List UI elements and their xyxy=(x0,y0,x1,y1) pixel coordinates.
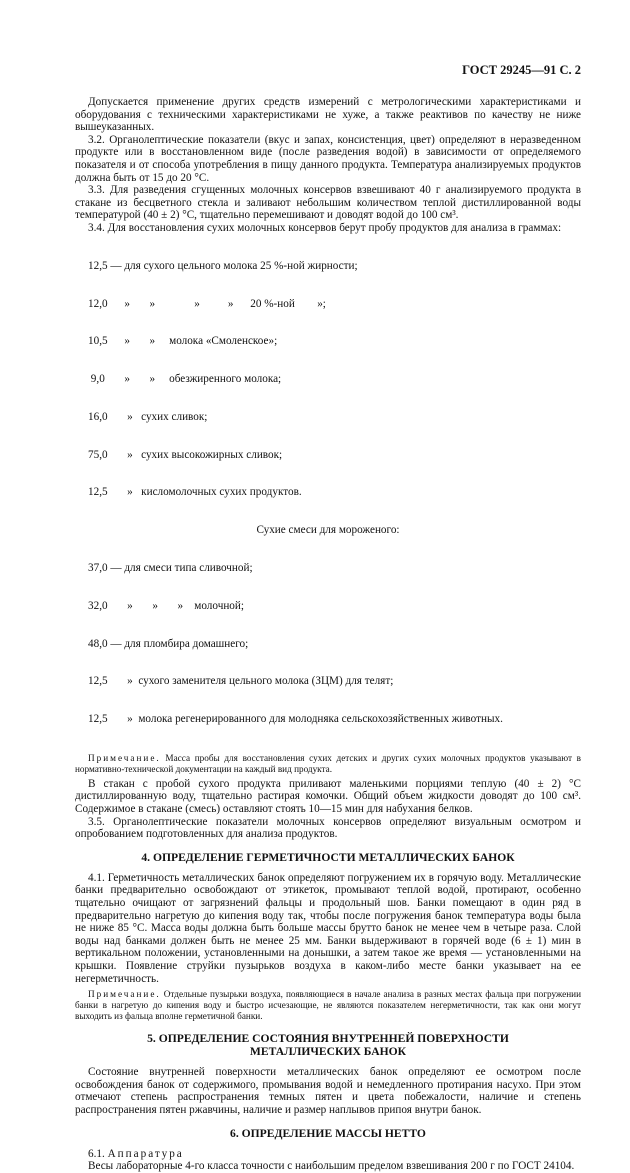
note-text: Масса пробы для восстановления сухих детских и других сухих молочных продуктов указывают в нормативно-технической документации на каждый вид продукта. xyxy=(75,752,581,774)
note-label: Примечание. xyxy=(88,752,161,763)
list-item: 48,0 — для пломбира домашнего; xyxy=(88,637,249,650)
paragraph-reconstitution: В стакан с пробой сухого продукта приливают маленькими порциями теплую (40 ± 2) °С дистиллированную воду, тщательно растирая комочки. Общий объем жидкости доводят до 100 см³. Содержимое в стакане (смесь) оставляют стоять 10—15 мин для набухания белков. xyxy=(75,777,581,816)
section-4-heading: 4. ОПРЕДЕЛЕНИЕ ГЕРМЕТИЧНОСТИ МЕТАЛЛИЧЕСКИХ БАНОК xyxy=(141,850,515,864)
paragraph-3-3: 3.3. Для разведения сгущенных молочных консервов взвешивают 40 г анализируемого продукта в стакане из бесцветного стекла и заливают небольшим количеством теплой дистиллированной воды температурой (40 ± 2) °С, тщательно перемешивают и доводят водой до 100 см³. xyxy=(75,184,581,222)
section-6-heading: 6. ОПРЕДЕЛЕНИЕ МАССЫ НЕТТО xyxy=(230,1126,426,1140)
paragraph-3-5: 3.5. Органолептические показатели молочных консервов определяют визуальным осмотром и опробованием подготовленных для анализа продуктов. xyxy=(75,815,581,841)
note-2 xyxy=(75,989,581,1022)
list-item: 37,0 — для смеси типа сливочной; xyxy=(88,561,253,574)
note-1 xyxy=(75,753,581,775)
document-body xyxy=(75,96,581,1173)
paragraph-5: Состояние внутренней поверхности металлических банок определяют ее осмотром после освобождения банок от содержимого, промывания водой и немедленного протирания насухо. При этом отмечают степень распространения темных пятен и цвета побежалости, наличие и степень распространения пятен ржавчины, наличие и размер наплывов припоя внутри банок. xyxy=(75,1066,581,1116)
section-5-heading-cont: МЕТАЛЛИЧЕСКИХ БАНОК xyxy=(249,1045,407,1059)
list-item: 9,0 » » обезжиренного молока; xyxy=(88,373,282,386)
paragraph-intro: Допускается применение других средств измерений с метрологическими характеристиками и оборудования с техническими характеристиками не хуже, а также реактивов по качеству не ниже вышеуказанных. xyxy=(75,96,581,134)
list-ice-cream xyxy=(75,537,581,751)
paragraph-4-1: 4.1. Герметичность металлических банок определяют погружением их в горячую воду. Металлические банки предварительно освобождают от этикеток, промывают теплой водой, протирают, особенно тщательно очищают от загрязнений фальцы и продольный шов. Банки помещают в один ряд в предварительно нагретую до кипения воду так, чтобы после погружения банок температура воды была не ниже 85 °С. Масса воды должна быть больше массы брутто банок не менее чем в четыре раза. Слой воды над банками должен быть не менее 25 мм. Банки выдерживают в горячей воде (6 ± 1) мин в вертикальном положении, установленными на донышки, а затем такое же время — установленными на крышки. Появление струйки пузырьков воздуха в каком-либо месте банки указывает на ее негерметичность. xyxy=(75,871,581,985)
list-item: 16,0 » сухих сливок; xyxy=(88,410,208,423)
list-item: 12,5 — для сухого цельного молока 25 %-ной жирности; xyxy=(88,259,358,272)
list-item: 12,5 » молока регенерированного для молодняка сельскохозяйственных животных. xyxy=(88,713,503,726)
note-label: Примечание. xyxy=(88,989,161,1000)
list-dry-milk xyxy=(75,235,581,525)
ice-cream-subtitle: Сухие смеси для мороженого: xyxy=(256,524,400,537)
page-header: ГОСТ 29245—91 С. 2 xyxy=(462,63,581,77)
paragraph-3-4: 3.4. Для восстановления сухих молочных консервов берут пробу продуктов для анализа в граммах: xyxy=(88,221,562,234)
clause-number: 6.1. xyxy=(88,1147,105,1160)
list-item: 10,5 » » молока «Смоленское»; xyxy=(88,335,278,348)
paragraph-6-1-scales: Весы лабораторные 4-го класса точности с наибольшим пределом взвешивания 200 г по ГОСТ 24104. xyxy=(88,1160,575,1173)
list-item: 12,5 » кисломолочных сухих продуктов. xyxy=(88,486,302,499)
clause-label: Аппаратура xyxy=(107,1147,184,1160)
list-item: 12,5 » сухого заменителя цельного молока (ЗЦМ) для телят; xyxy=(88,675,394,688)
section-5-heading: 5. ОПРЕДЕЛЕНИЕ СОСТОЯНИЯ ВНУТРЕННЕЙ ПОВЕРХНОСТИ xyxy=(147,1032,509,1046)
note-text: Отдельные пузырьки воздуха, появляющиеся в начале анализа в разных местах фальца при погружении банки в нагретую до кипения воду и быстро исчезающие, не являются показателем негерметичности, так как они могут выходить из фальца вполне герметичной банки. xyxy=(75,989,581,1022)
paragraph-6-1 xyxy=(75,1148,581,1161)
list-item: 32,0 » » » молочной; xyxy=(88,599,244,612)
list-item: 75,0 » сухих высокожирных сливок; xyxy=(88,448,283,461)
paragraph-3-2: 3.2. Органолептические показатели (вкус и запах, консистенция, цвет) определяют в неразведенном продукте или в восстановленном виде (после разведения водой) в зависимости от определяемого показателя и от способа употребления в пищу данного продукта. Температура анализируемых продуктов должна быть от 15 до 20 °С. xyxy=(75,133,581,184)
list-item: 12,0 » » » » 20 %-ной »; xyxy=(88,297,326,310)
